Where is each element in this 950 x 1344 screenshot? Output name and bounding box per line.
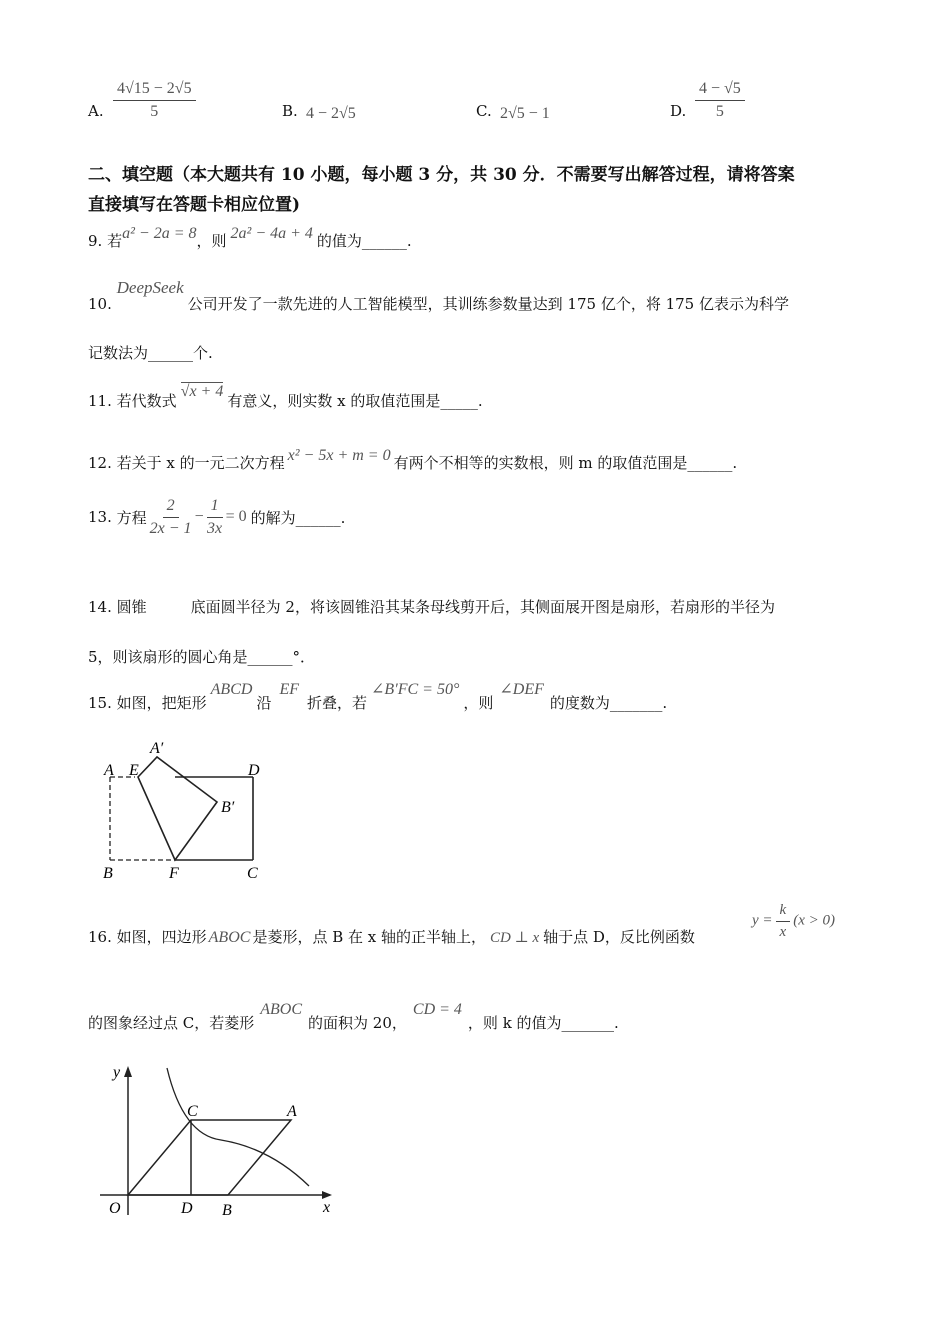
q15-then: ，则 [463,694,494,712]
q16-shape2: ABOC [260,1001,303,1018]
q12-pre: 若关于 x 的一元二次方程 [116,454,285,472]
q16-line2 [88,1001,619,1033]
q15-fold: 折叠，若 [307,694,368,712]
fig16-label-d: D [181,1200,193,1217]
q16-pre: 如图，四边形 [116,928,207,946]
question-16 [88,926,695,947]
question-11 [88,383,483,411]
q16-function [752,902,835,940]
q9-condition: a² − 2a = 8 [122,225,197,242]
q14-line2: 5，则该扇形的圆心角是______°． [88,648,316,666]
fig15-label-a-prime: A′ [150,740,164,757]
option-d-expression [692,80,748,120]
q14-number: 14. [88,598,112,616]
q14-text: 底面圆半径为 2，将该圆锥沿其某条母线剪开后，其侧面展开图是扇形，若扇形的半径为 [190,598,775,616]
option-d-numerator: 4 − √5 [695,80,745,101]
q16-fn-k: k [776,902,791,922]
q15-edge: EF [279,681,299,698]
q16-number: 16. [88,928,112,946]
fig15-label-b-prime: B′ [221,799,235,816]
q10-text: 公司开发了一款先进的人工智能模型，其训练参数量达到 175 亿个，将 175 亿表示为科学 [187,295,789,313]
option-d-denominator: 5 [715,102,724,120]
q9-pre: 若 [107,232,123,250]
q16-fn-cond: (x > 0) [793,912,835,929]
fig16-label-o: O [109,1200,121,1217]
question-14 [88,596,775,617]
q12-post: 有两个不相等的实数根，则 m 的取值范围是______. [393,454,738,472]
q9-post: 的值为______. [316,232,412,250]
q12-equation: x² − 5x + m = 0 [287,447,391,464]
q15-angle: ∠B′FC = 50° [371,681,460,698]
q15-rectangle: ABCD [210,681,253,698]
q11-pre: 若代数式 [116,392,177,410]
q13-frac1-numerator: 2 [163,497,179,518]
q16-fn-y: y = [752,912,773,929]
fig15-label-e: E [129,762,139,779]
q9-mid: ，则 [196,232,227,250]
q13-post: 的解为______. [250,508,346,527]
q16-line2a: 的图象经过点 C，若菱形 [88,1014,255,1032]
question-13 [88,497,345,537]
fig16-hyperbola [167,1068,309,1186]
q16-perp: CD ⊥ x [490,930,540,946]
q16-line2b: 的面积为 20， [308,1014,407,1032]
option-a-label: A. [88,102,104,120]
option-d-label: D. [670,102,687,120]
question-9 [88,225,412,251]
fig16-label-a: A [287,1103,297,1120]
q16-fn-x: x [779,923,787,940]
fig15-label-b: B [103,865,113,882]
fig16-rhombus [128,1120,291,1195]
option-a-denominator: 5 [150,102,159,120]
q15-number: 15. [88,694,112,712]
option-c-label: C. [476,102,492,120]
q15-pre: 如图，把矩形 [116,694,207,712]
fig16-x-arrow [322,1191,332,1199]
option-a-numerator: 4√15 − 2√5 [113,80,196,101]
q11-number: 11. [88,392,112,410]
question-10 [88,278,789,314]
q13-minus: − [194,508,204,526]
fig16-y-arrow [124,1066,132,1077]
fig15-folded-part [138,757,217,860]
q10-company-name: DeepSeek [116,278,184,297]
fig16-label-c: C [187,1103,198,1120]
option-c-expression: 2√5 − 1 [500,105,550,122]
q15-along: 沿 [256,694,272,712]
fig16-label-b: B [222,1202,232,1219]
figure-15-folded-rectangle [95,735,285,885]
q13-pre: 方程 [116,508,147,527]
q11-expression: √x + 4 [180,383,224,400]
question-15 [88,681,668,713]
fig15-label-c: C [247,865,258,882]
option-b-expression: 4 − 2√5 [306,105,356,122]
q16-line2c: ，则 k 的值为_______. [467,1014,619,1032]
section-header-line1: 二、填空题（本大题共有 10 小题，每小题 3 分，共 30 分．不需要写出解答过程，请将答案 [88,165,795,185]
q13-equals: = 0 [225,508,247,526]
q13-number: 13. [88,508,112,527]
question-12 [88,447,738,473]
figure-16-rhombus-graph [95,1060,345,1225]
q10-line2: 记数法为______个. [88,344,213,362]
fig16-label-y: y [113,1064,121,1081]
q10-number: 10. [88,295,112,313]
fig15-label-a: A [104,762,114,779]
q16-cd: CD = 4 [412,1001,462,1018]
q13-frac2-numerator: 1 [207,497,223,518]
option-a-expression [110,80,199,120]
q13-frac1-denominator: 2x − 1 [149,519,192,537]
q16-text2: 轴于点 D，反比例函数 [543,928,695,946]
q15-post: 的度数为_______. [549,694,668,712]
option-b-label: B. [282,102,298,120]
fig15-label-d: D [248,762,260,779]
q9-number: 9. [88,232,103,250]
q13-frac2-denominator: 3x [207,519,223,537]
fig16-label-x: x [323,1199,331,1216]
q15-target: ∠DEF [499,681,544,698]
q14-pre: 圆锥 [116,598,147,616]
q11-post: 有意义，则实数 x 的取值范围是_____. [227,392,483,410]
q16-shape: ABOC [208,929,251,946]
q9-expression: 2a² − 4a + 4 [230,225,313,242]
q16-text1: 是菱形，点 B 在 x 轴的正半轴上， [252,928,486,946]
fig15-label-f: F [169,865,179,882]
section-header-line2: 直接填写在答题卡相应位置) [88,195,301,215]
q12-number: 12. [88,454,112,472]
